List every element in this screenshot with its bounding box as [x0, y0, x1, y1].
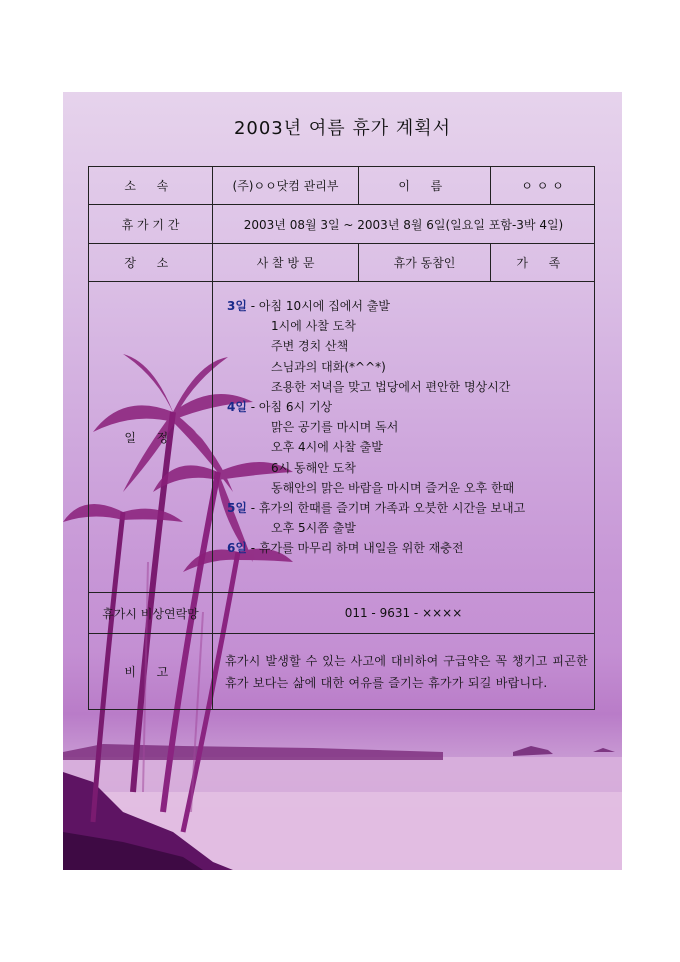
- schedule-line: 4일 - 아침 6시 기상: [227, 400, 333, 415]
- schedule-label: 일 정: [89, 282, 213, 593]
- schedule-item: 주변 경치 산책: [271, 339, 349, 354]
- schedule-item: 오후 5시쯤 출발: [271, 521, 356, 536]
- name-label: 이 름: [359, 167, 491, 205]
- schedule-item: 아침 10시에 집에서 출발: [258, 299, 390, 313]
- place-row: [89, 244, 595, 282]
- schedule-line: 3일 - 아침 10시에 집에서 출발: [227, 299, 390, 313]
- schedule-row: [89, 282, 595, 593]
- affiliation-row: [89, 167, 595, 205]
- period-value: 2003년 08월 3일 ~ 2003년 8월 6일(일요일 포함-3박 4일): [213, 205, 595, 244]
- emergency-value: 011 - 9631 - ××××: [213, 593, 595, 634]
- companion-label: 휴가 동참인: [359, 244, 491, 282]
- day-label: 4일: [227, 400, 247, 415]
- schedule-item: 동해안의 맑은 바람을 마시며 즐거운 오후 한때: [271, 480, 515, 495]
- schedule-item: 스님과의 대화(*^^*): [271, 359, 386, 374]
- name-value: ㅇ ㅇ ㅇ: [491, 167, 595, 205]
- affiliation-value: (주)ㅇㅇ닷컴 관리부: [213, 167, 359, 205]
- remarks-row: [89, 634, 595, 710]
- companion-value: 가 족: [491, 244, 595, 282]
- schedule-item: 휴가의 한때를 즐기며 가족과 오붓한 시간을 보내고: [258, 501, 526, 516]
- emergency-row: [89, 593, 595, 634]
- schedule-content: [213, 282, 595, 593]
- vacation-plan-table: [88, 166, 595, 710]
- schedule-item: 1시에 사찰 도착: [271, 319, 356, 334]
- plan-sheet: [63, 92, 622, 870]
- day-label: 3일: [227, 299, 247, 313]
- day-label: 6일: [227, 541, 247, 556]
- schedule-item: 6시 동해안 도착: [271, 460, 356, 475]
- period-row: [89, 205, 595, 244]
- schedule-item: 아침 6시 기상: [258, 400, 333, 415]
- period-label: 휴 가 기 간: [89, 205, 213, 244]
- emergency-label: 휴가시 비상연락망: [89, 593, 213, 634]
- remarks-label: 비 고: [89, 634, 213, 710]
- schedule-item: 맑은 공기를 마시며 독서: [271, 420, 399, 435]
- schedule-line: 6일 - 휴가를 마무리 하며 내일을 위한 재충전: [227, 541, 464, 556]
- schedule-item: 오후 4시에 사찰 출발: [271, 440, 383, 455]
- day-label: 5일: [227, 501, 247, 516]
- remarks-value: 휴가시 발생할 수 있는 사고에 대비하여 구급약은 꼭 챙기고 피곤한 휴가 보다는 삶에 대한 여유를 즐기는 휴가가 되길 바랍니다.: [213, 634, 595, 710]
- document-title: 2003년 여름 휴가 계획서: [233, 118, 452, 139]
- schedule-item: 조용한 저녁을 맞고 법당에서 편안한 명상시간: [271, 379, 511, 394]
- place-value: 사 찰 방 문: [213, 244, 359, 282]
- affiliation-label: 소 속: [89, 167, 213, 205]
- place-label: 장 소: [89, 244, 213, 282]
- schedule-item: 휴가를 마무리 하며 내일을 위한 재충전: [258, 541, 464, 556]
- schedule-line: 5일 - 휴가의 한때를 즐기며 가족과 오붓한 시간을 보내고: [227, 501, 526, 516]
